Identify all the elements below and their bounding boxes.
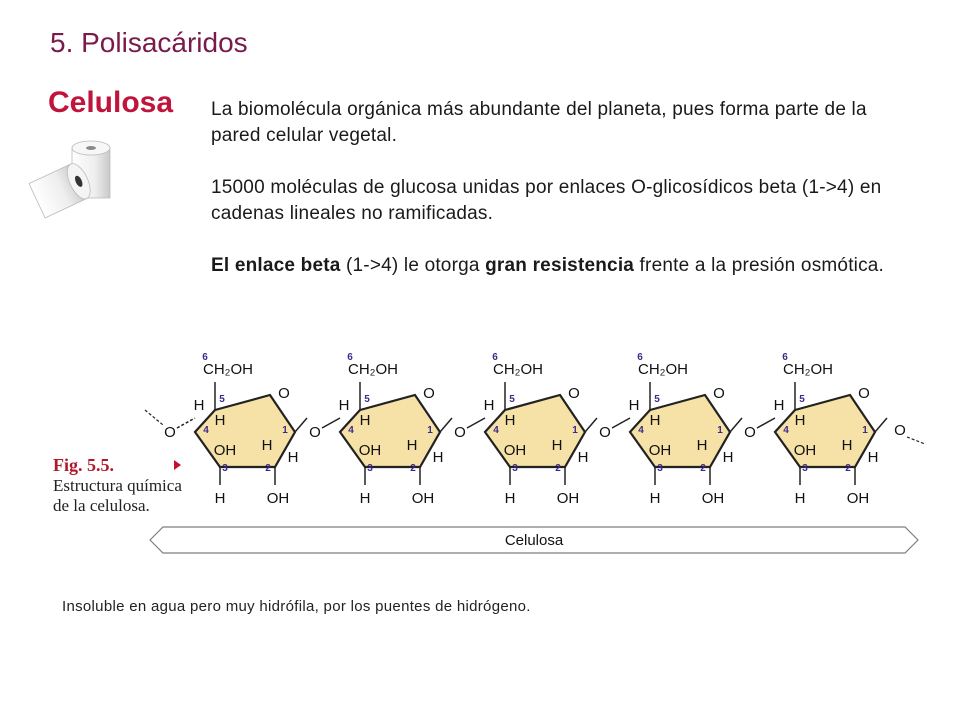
hydrogen-label: H bbox=[432, 449, 444, 466]
carbon-number: 3 bbox=[512, 463, 518, 474]
carbon-number: 6 bbox=[347, 352, 353, 363]
carbon-number: 6 bbox=[782, 352, 788, 363]
ring-oxygen-label: O bbox=[423, 385, 435, 402]
carbon-number: 2 bbox=[845, 463, 851, 474]
glucose-ring bbox=[775, 395, 875, 467]
hydrogen-label: H bbox=[193, 397, 205, 414]
bridge-oxygen-label: O bbox=[164, 424, 176, 441]
text-pressure: frente a la presión osmótica. bbox=[634, 255, 885, 276]
carbon-number: 4 bbox=[783, 425, 789, 436]
hydrogen-label: H bbox=[483, 397, 495, 414]
glucose-ring bbox=[195, 395, 295, 467]
carbon-number: 3 bbox=[367, 463, 373, 474]
paragraph-definition: La biomolécula orgánica más abundante del planeta, pues forma parte de la pared celular vegetal. bbox=[211, 99, 867, 146]
hydrogen-label: H bbox=[359, 412, 371, 429]
hydroxyl-label: OH bbox=[556, 490, 580, 507]
carbon-number: 4 bbox=[203, 425, 209, 436]
carbon-number: 2 bbox=[555, 463, 561, 474]
slide-title: 5. Polisacáridos bbox=[50, 27, 248, 58]
hydrogen-label: H bbox=[504, 490, 516, 507]
carbon-number: 3 bbox=[657, 463, 663, 474]
glucose-ring bbox=[485, 395, 585, 467]
hydrogen-label: H bbox=[577, 449, 589, 466]
glycosidic-bond bbox=[612, 418, 630, 428]
carbon-number: 1 bbox=[862, 425, 868, 436]
hydrogen-label: H bbox=[551, 437, 563, 454]
carbon-number: 4 bbox=[348, 425, 354, 436]
carbon-number: 1 bbox=[572, 425, 578, 436]
text-bond: (1->4) le otorga bbox=[340, 255, 486, 276]
carbon-number: 6 bbox=[637, 352, 643, 363]
hydrogen-label: H bbox=[406, 437, 418, 454]
carbon-number: 5 bbox=[799, 394, 805, 405]
paragraph-structure: 15000 moléculas de glucosa unidas por enlaces O-glicosídicos beta (1->4) en cadenas lineales no ramificadas. bbox=[211, 177, 882, 224]
ch2oh-label: CH₂OH bbox=[203, 361, 253, 378]
hydrogen-label: H bbox=[794, 490, 806, 507]
hydrogen-label: H bbox=[261, 437, 273, 454]
glycosidic-bond bbox=[585, 418, 597, 432]
carbon-number: 3 bbox=[222, 463, 228, 474]
hydroxyl-label: OH bbox=[846, 490, 870, 507]
topic-heading: Celulosa bbox=[48, 86, 174, 119]
hydrogen-label: H bbox=[359, 490, 371, 507]
hydroxyl-label: OH bbox=[358, 442, 382, 459]
hydrogen-label: H bbox=[649, 412, 661, 429]
ch2oh-label: CH₂OH bbox=[638, 361, 688, 378]
carbon-number: 2 bbox=[265, 463, 271, 474]
ring-oxygen-label: O bbox=[568, 385, 580, 402]
bridge-oxygen-label: O bbox=[744, 424, 756, 441]
paragraph-property bbox=[211, 253, 901, 279]
carbon-number: 5 bbox=[219, 394, 225, 405]
glycosidic-bond bbox=[440, 418, 452, 432]
cellulose-structure-diagram bbox=[45, 340, 930, 570]
glycosidic-bond bbox=[875, 418, 887, 432]
hydrogen-label: H bbox=[214, 412, 226, 429]
glycosidic-bond bbox=[730, 418, 742, 432]
carbon-number: 4 bbox=[638, 425, 644, 436]
body-text bbox=[211, 97, 901, 279]
ch2oh-label: CH₂OH bbox=[493, 361, 543, 378]
bridge-oxygen-label: O bbox=[599, 424, 611, 441]
carbon-number: 6 bbox=[202, 352, 208, 363]
hydrogen-label: H bbox=[696, 437, 708, 454]
ring-oxygen-label: O bbox=[278, 385, 290, 402]
ch2oh-label: CH₂OH bbox=[783, 361, 833, 378]
carbon-number: 5 bbox=[654, 394, 660, 405]
carbon-number: 3 bbox=[802, 463, 808, 474]
ring-oxygen-label: O bbox=[858, 385, 870, 402]
hydrogen-label: H bbox=[794, 412, 806, 429]
glycosidic-bond bbox=[757, 418, 775, 428]
bridge-oxygen-label: O bbox=[894, 422, 906, 439]
hydrogen-label: H bbox=[504, 412, 516, 429]
carbon-number: 6 bbox=[492, 352, 498, 363]
carbon-number: 1 bbox=[717, 425, 723, 436]
chain-end bbox=[907, 437, 925, 444]
glycosidic-bond bbox=[322, 418, 340, 428]
ch2oh-label: CH₂OH bbox=[348, 361, 398, 378]
hydrogen-label: H bbox=[214, 490, 226, 507]
hydrogen-label: H bbox=[628, 397, 640, 414]
chain-label-text: Celulosa bbox=[504, 532, 564, 549]
carbon-number: 5 bbox=[364, 394, 370, 405]
hydroxyl-label: OH bbox=[701, 490, 725, 507]
bold-beta-bond: El enlace beta bbox=[211, 255, 341, 276]
bridge-oxygen-label: O bbox=[454, 424, 466, 441]
bold-resistance: gran resistencia bbox=[485, 255, 635, 276]
figure-number: Fig. 5.5. bbox=[53, 455, 114, 475]
glycosidic-bond bbox=[467, 418, 485, 428]
hydrogen-label: H bbox=[649, 490, 661, 507]
hydroxyl-label: OH bbox=[266, 490, 290, 507]
paper-roll-icon bbox=[22, 140, 122, 220]
hydroxyl-label: OH bbox=[213, 442, 237, 459]
hydrogen-label: H bbox=[841, 437, 853, 454]
carbon-number: 4 bbox=[493, 425, 499, 436]
carbon-number: 5 bbox=[509, 394, 515, 405]
glycosidic-bond bbox=[177, 418, 195, 428]
hydrogen-label: H bbox=[773, 397, 785, 414]
ring-oxygen-label: O bbox=[713, 385, 725, 402]
bridge-oxygen-label: O bbox=[309, 424, 321, 441]
glucose-ring bbox=[340, 395, 440, 467]
hydrogen-label: H bbox=[338, 397, 350, 414]
figure-caption-text: Estructura química de la celulosa. bbox=[53, 476, 182, 515]
hydroxyl-label: OH bbox=[648, 442, 672, 459]
chain-start bbox=[145, 410, 163, 425]
hydrogen-label: H bbox=[287, 449, 299, 466]
carbon-number: 2 bbox=[410, 463, 416, 474]
glycosidic-bond bbox=[295, 418, 307, 432]
hydrogen-label: H bbox=[722, 449, 734, 466]
carbon-number: 1 bbox=[427, 425, 433, 436]
carbon-number: 2 bbox=[700, 463, 706, 474]
carbon-number: 1 bbox=[282, 425, 288, 436]
footer-note: Insoluble en agua pero muy hidrófila, por los puentes de hidrógeno. bbox=[62, 598, 531, 615]
hydroxyl-label: OH bbox=[793, 442, 817, 459]
hydrogen-label: H bbox=[867, 449, 879, 466]
hydroxyl-label: OH bbox=[411, 490, 435, 507]
glucose-ring bbox=[630, 395, 730, 467]
hydroxyl-label: OH bbox=[503, 442, 527, 459]
